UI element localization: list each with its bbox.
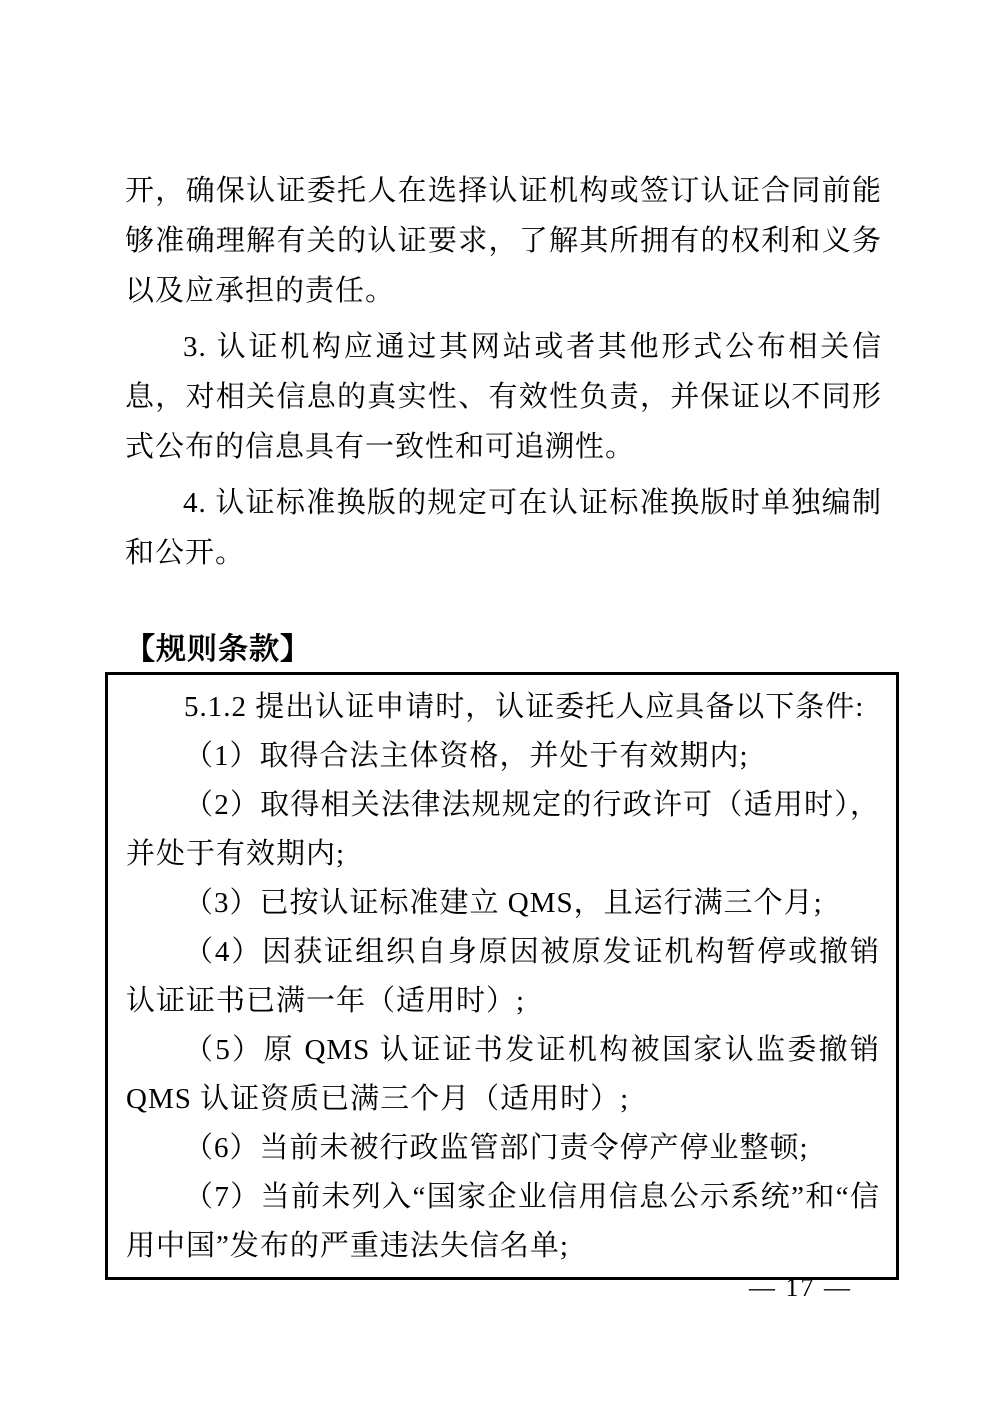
rule-line: （4）因获证组织自身原因被原发证机构暂停或撤销认证证书已满一年（适用时）; bbox=[126, 936, 880, 1017]
body-paragraph: 3. 认证机构应通过其网站或者其他形式公布相关信息，对相关信息的真实性、有效性负责，并保证以不同形式公布的信息具有一致性和可追溯性。 bbox=[125, 331, 882, 463]
section-header: 【规则条款】 bbox=[125, 633, 311, 666]
rule-line: （5）原 QMS 认证证书发证机构被国家认监委撤销 QMS 认证资质已满三个月（适用时）; bbox=[126, 1034, 880, 1115]
rule-line: （1）取得合法主体资格，并处于有效期内; bbox=[184, 740, 749, 772]
rule-line: （2）取得相关法律法规规定的行政许可（适用时），并处于有效期内; bbox=[126, 789, 880, 870]
rule-line: （7）当前未列入“国家企业信用信息公示系统”和“信用中国”发布的严重违法失信名单; bbox=[126, 1181, 880, 1262]
rule-line: （3）已按认证标准建立 QMS，且运行满三个月; bbox=[184, 887, 823, 919]
body-paragraph: 4. 认证标准换版的规定可在认证标准换版时单独编制和公开。 bbox=[125, 487, 882, 569]
rule-box bbox=[105, 672, 899, 1280]
rule-line: （6）当前未被行政监管部门责令停产停业整顿; bbox=[184, 1132, 809, 1164]
page-number: — 17 — bbox=[749, 1273, 852, 1302]
body-paragraph: 开，确保认证委托人在选择认证机构或签订认证合同前能够准确理解有关的认证要求，了解其所拥有的权利和义务以及应承担的责任。 bbox=[125, 175, 882, 307]
page-content bbox=[125, 166, 882, 1280]
rule-line: 5.1.2 提出认证申请时，认证委托人应具备以下条件: bbox=[184, 691, 865, 723]
